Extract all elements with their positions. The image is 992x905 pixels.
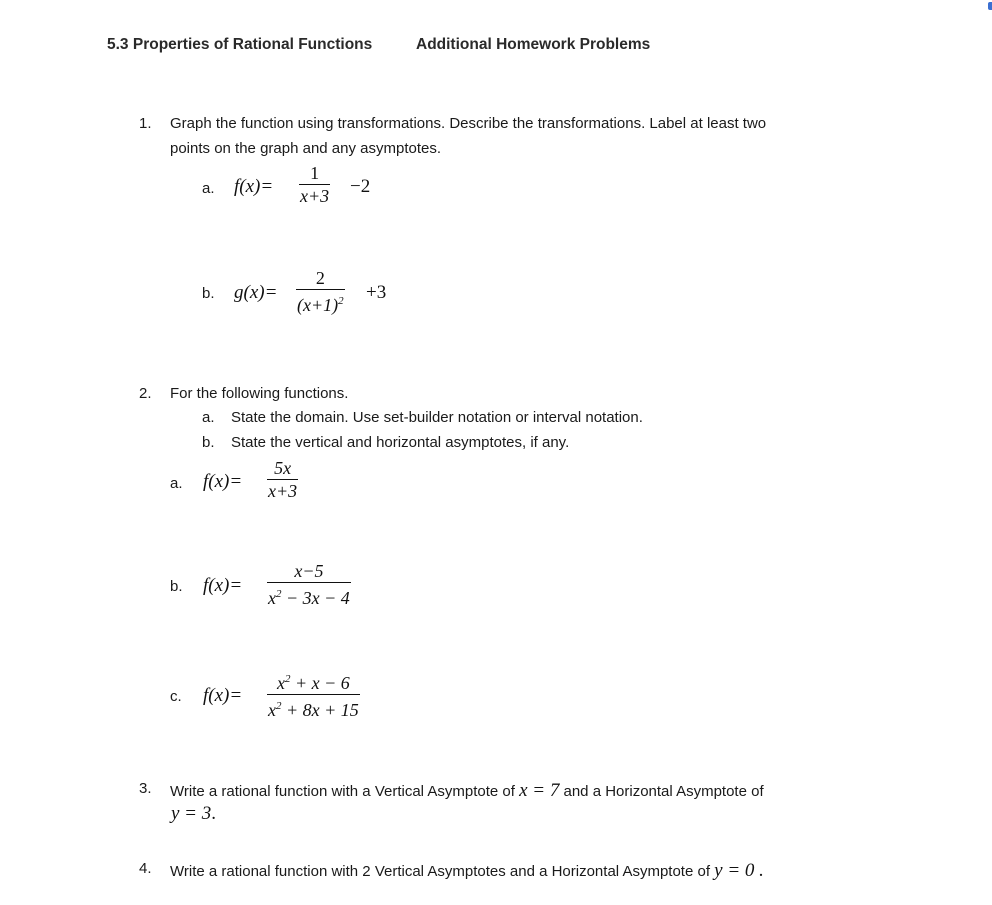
- fraction-bar: [267, 479, 298, 480]
- q1a-constant: −2: [350, 176, 371, 197]
- q3-vertical-asymptote: x = 7: [519, 780, 560, 801]
- fraction-bar: [299, 184, 330, 185]
- scroll-indicator: [988, 2, 992, 10]
- q2a-lhs: f(x)=: [203, 471, 243, 492]
- page-title: 5.3 Properties of Rational Functions: [107, 36, 373, 53]
- q4-horizontal-asymptote: y = 0: [714, 860, 755, 881]
- q2c-label: c.: [170, 688, 182, 705]
- q1b-lhs: g(x)=: [234, 282, 278, 303]
- q1a-denominator: x+3: [300, 186, 330, 206]
- q2b-denominator: $x^2 - 3x - 4$: [268, 588, 350, 608]
- q2a-numerator: 5x: [274, 458, 292, 478]
- q1b-numerator: 2: [315, 268, 325, 288]
- fraction-bar: [267, 694, 360, 695]
- q2c-fraction: [267, 670, 360, 720]
- q2a-fraction: [267, 459, 298, 501]
- q3-horizontal-asymptote: y = 3.: [171, 803, 217, 824]
- fraction-bar: [267, 582, 351, 583]
- q4-number: 4.: [139, 860, 152, 877]
- q2-number: 2.: [139, 385, 152, 402]
- q2b-label: b.: [170, 578, 183, 595]
- q1b-label: b.: [202, 285, 215, 302]
- page-subtitle: Additional Homework Problems: [416, 36, 651, 53]
- q1-number: 1.: [139, 115, 152, 132]
- fraction-bar: [296, 289, 345, 290]
- q2-inst-a-label: a.: [202, 409, 215, 426]
- q1a-numerator: 1: [310, 163, 320, 183]
- q2c-lhs: f(x)=: [203, 685, 243, 706]
- q1a-lhs: f(x)=: [234, 176, 274, 197]
- q2c-numerator: $x^2 + x - 6$: [277, 673, 350, 693]
- q1b-constant: +3: [366, 282, 387, 303]
- q2a-denominator: x+3: [268, 481, 298, 501]
- q3-text: Write a rational function with a Vertical Asymptote of x = 7 and a Horizontal Asymptote of: [170, 780, 764, 801]
- q4-text: Write a rational function with 2 Vertical Asymptotes and a Horizontal Asymptote of y = 0 .: [170, 860, 764, 881]
- q2b-fraction: [267, 562, 351, 608]
- q2-inst-a: State the domain. Use set-builder notation or interval notation.: [231, 409, 643, 426]
- q2a-label: a.: [170, 475, 183, 492]
- q2b-numerator: x−5: [294, 561, 324, 581]
- q2b-lhs: f(x)=: [203, 575, 243, 596]
- q2-inst-b: State the vertical and horizontal asymptotes, if any.: [231, 434, 570, 451]
- q1a-fraction: [299, 164, 330, 206]
- q1b-denominator: $(x+1)^2$: [297, 295, 344, 315]
- q1a-label: a.: [202, 180, 215, 197]
- q1-text-line2: points on the graph and any asymptotes.: [170, 140, 442, 157]
- q1-text-line1: Graph the function using transformations. Describe the transformations. Label at least two: [170, 115, 767, 132]
- q2-inst-b-label: b.: [202, 434, 215, 451]
- q1b-fraction: [296, 269, 345, 315]
- q2-intro: For the following functions.: [170, 385, 349, 402]
- q2c-denominator: $x^2 + 8x + 15$: [268, 700, 359, 720]
- q3-number: 3.: [139, 780, 152, 797]
